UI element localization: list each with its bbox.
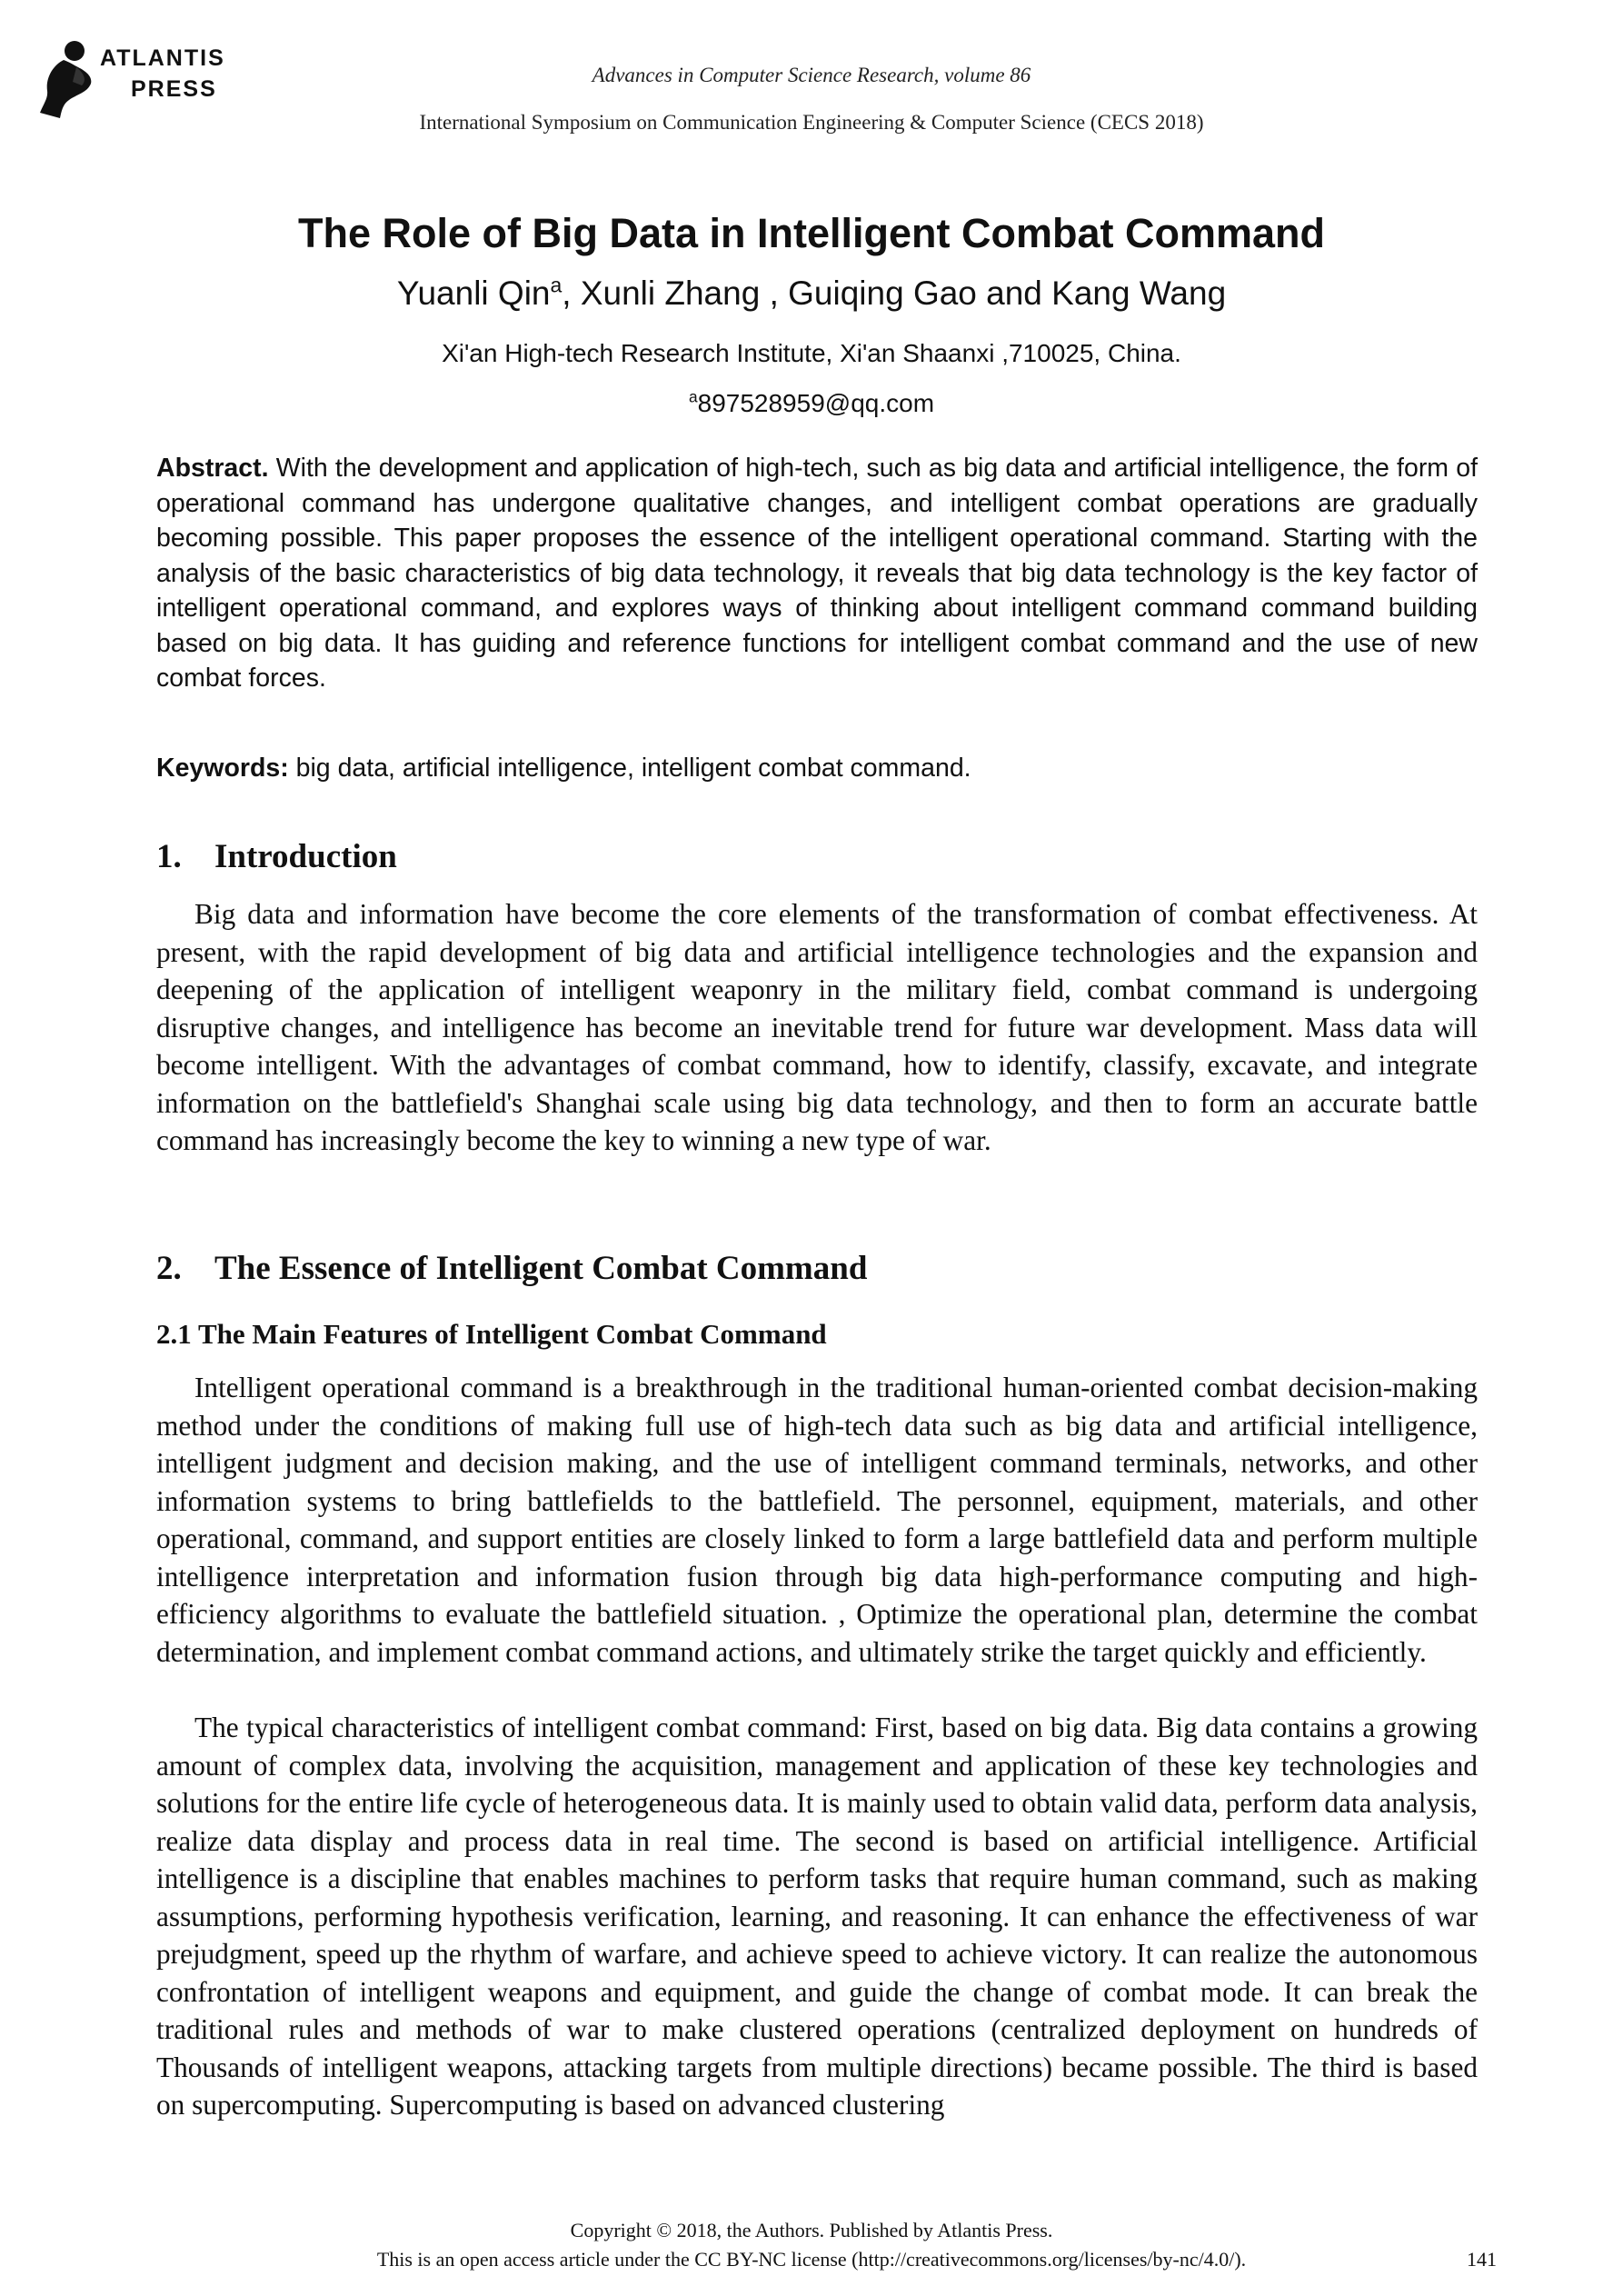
volume-header: Advances in Computer Science Research, volume 86 xyxy=(592,64,1031,86)
contact-email xyxy=(0,389,1623,418)
keywords xyxy=(156,751,1478,785)
paragraph-characteristics: The typical characteristics of intelligent combat command: First, based on big data. Big data contains a growing amount of complex data, involving the acquisition, management and application of these key technologies and solutions for the entire life cycle of heterogeneous data. It is mainly used to obtain valid data, perform data analysis, realize data display and process data in real time. The second is based on artificial intelligence. Artificial intelligence is a discipline that enables machines to perform tasks that require human command, such as making assumptions, performing hypothesis verification, learning, and reasoning. It can enhance the effectiveness of war prejudgment, speed up the rhythm of warfare, and achieve speed to achieve victory. It can realize the autonomous confrontation of intelligent weapons and equipment, and guide the change of combat mode. It can break the traditional rules and methods of war to make clustered operations (centralized deployment on hundreds of Thousands of intelligent weapons, attacking targets from multiple directions) became possible. The third is based on supercomputing. Supercomputing is based on advanced clustering xyxy=(156,1712,1478,2121)
abstract-label: Abstract. xyxy=(156,454,269,483)
abstract-text: With the development and application of high-tech, such as big data and artificial intelligence, the form of operational command has undergone qualitative changes, and intelligent combat operations are gradually becoming possible. This paper proposes the essence of the intelligent operational command. Starting with the analysis of the basic characteristics of big data technology, it reveals that big data technology is the key factor of intelligent operational command, and explores ways of thinking about intelligent command command building based on big data. It has guiding and reference functions for intelligent combat command and the use of new combat forces. xyxy=(156,454,1478,693)
paper-title: The Role of Big Data in Intelligent Combat Command xyxy=(297,210,1326,256)
logo-word-atlantis: ATLANTIS xyxy=(100,45,225,71)
paragraph-introduction: Big data and information have become the core elements of the transformation of combat effectiveness. At present, with the rapid development of big data and artificial intelligence technologies and the expansion and deepening of the application of intelligent weaponry in the military field, combat command is undergoing disruptive changes, and intelligence has become an inevitable trend for future war development. Mass data will become intelligent. With the advantages of combat command, how to identify, classify, excavate, and integrate information on the battlefield's Shanghai scale using big data technology, and then to form an accurate battle command has increasingly become the key to winning a new type of war. xyxy=(156,898,1478,1156)
email-superscript: a xyxy=(688,387,698,406)
paragraph-definition: Intelligent operational command is a breakthrough in the traditional human-oriented combat decision-making method under the conditions of making full use of high-tech data such as big data and artificial intelligence, intelligent judgment and decision making, and the use of intelligent command terminals, networks, and other information systems to bring battlefields to the battlefield. The personnel, equipment, materials, and other operational, command, and support entities are closely linked to form a large battlefield data and perform multiple intelligence interpretation and information fusion through big data high-performance computing and high-efficiency algorithms to evaluate the battlefield situation. , Optimize the operational plan, determine the combat determination, and implement combat command actions, and ultimately strike the target quickly and efficiently. xyxy=(156,1372,1478,1668)
section-number: 2. xyxy=(156,1250,182,1287)
author-list xyxy=(0,275,1623,313)
section-title: The Essence of Intelligent Combat Command xyxy=(214,1250,868,1287)
affiliation: Xi'an High-tech Research Institute, Xi'an Shaanxi ,710025, China. xyxy=(442,339,1181,367)
keywords-text: big data, artificial intelligence, intelligent combat command. xyxy=(295,754,971,783)
abstract xyxy=(156,451,1478,696)
conference-header: International Symposium on Communication Engineering & Computer Science (CECS 2018) xyxy=(419,111,1204,134)
author-superscript: a xyxy=(550,273,563,297)
section-heading-essence xyxy=(156,1249,867,1288)
author-others: , Xunli Zhang , Guiqing Gao and Kang Wang xyxy=(562,275,1227,312)
section-heading-introduction xyxy=(156,837,397,876)
section-title: Introduction xyxy=(214,838,397,875)
email-address: 897528959@qq.com xyxy=(697,389,935,417)
author-first: Yuanli Qin xyxy=(396,275,551,312)
logo-word-press: PRESS xyxy=(131,76,217,102)
keywords-label: Keywords: xyxy=(156,754,289,783)
footer-copyright: Copyright © 2018, the Authors. Published by Atlantis Press. xyxy=(570,2219,1053,2241)
subsection-heading-main-features: 2.1 The Main Features of Intelligent Combat Command xyxy=(156,1318,827,1350)
page-number: 141 xyxy=(1467,2248,1497,2271)
section-number: 1. xyxy=(156,838,182,875)
footer-license: This is an open access article under the CC BY-NC license (http://creativecommons.org/licenses/by-nc/4.0/). xyxy=(376,2248,1247,2271)
